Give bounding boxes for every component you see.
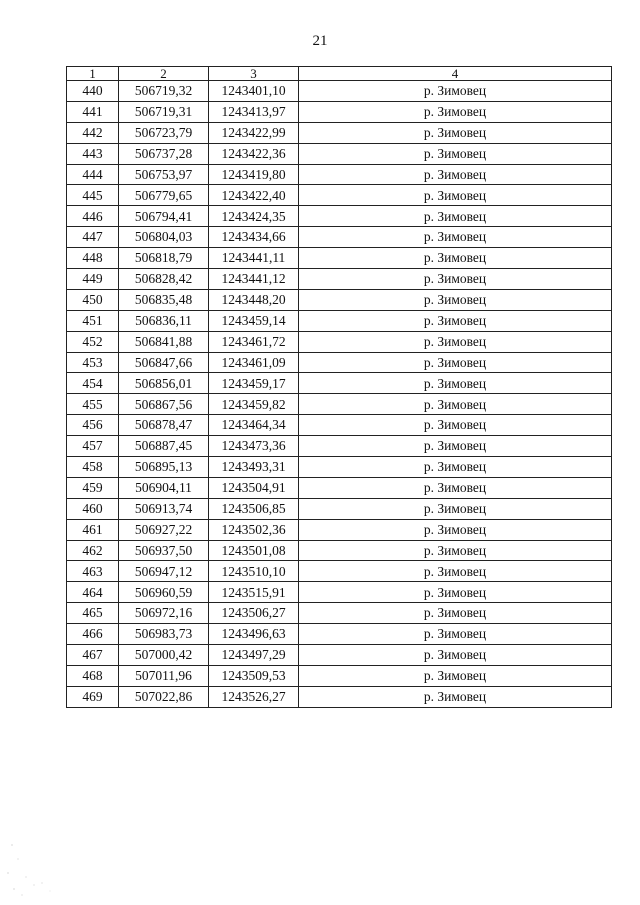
table-cell-col-4: р. Зимовец <box>299 519 612 540</box>
table-cell-col-1: 462 <box>67 540 119 561</box>
table-cell-col-4: р. Зимовец <box>299 665 612 686</box>
table-cell-col-1: 444 <box>67 164 119 185</box>
table-cell-col-1: 441 <box>67 101 119 122</box>
table-cell-col-2: 506737,28 <box>119 143 209 164</box>
table-cell-col-3: 1243448,20 <box>209 289 299 310</box>
table-cell-col-4: р. Зимовец <box>299 561 612 582</box>
table-cell-col-1: 459 <box>67 477 119 498</box>
table-cell-col-2: 506753,97 <box>119 164 209 185</box>
table-cell-col-3: 1243461,72 <box>209 331 299 352</box>
table-cell-col-4: р. Зимовец <box>299 394 612 415</box>
table-cell-col-3: 1243497,29 <box>209 645 299 666</box>
table-cell-col-4: р. Зимовец <box>299 101 612 122</box>
coordinates-table <box>66 66 612 708</box>
table-cell-col-2: 507022,86 <box>119 686 209 707</box>
table-cell-col-4: р. Зимовец <box>299 269 612 290</box>
table-cell-col-2: 506856,01 <box>119 373 209 394</box>
table-cell-col-4: р. Зимовец <box>299 143 612 164</box>
table-row <box>67 269 612 290</box>
table-cell-col-2: 506937,50 <box>119 540 209 561</box>
table-cell-col-1: 457 <box>67 436 119 457</box>
table-row <box>67 289 612 310</box>
table-cell-col-3: 1243413,97 <box>209 101 299 122</box>
table-cell-col-1: 453 <box>67 352 119 373</box>
table-row <box>67 373 612 394</box>
table-cell-col-4: р. Зимовец <box>299 310 612 331</box>
table-cell-col-4: р. Зимовец <box>299 436 612 457</box>
table-cell-col-3: 1243504,91 <box>209 477 299 498</box>
table-cell-col-1: 446 <box>67 206 119 227</box>
table-row <box>67 645 612 666</box>
table-cell-col-1: 458 <box>67 457 119 478</box>
table-row <box>67 665 612 686</box>
table-cell-col-1: 447 <box>67 227 119 248</box>
table-cell-col-3: 1243459,82 <box>209 394 299 415</box>
table-cell-col-4: р. Зимовец <box>299 373 612 394</box>
page-number: 21 <box>312 33 328 49</box>
table-cell-col-3: 1243461,09 <box>209 352 299 373</box>
table-cell-col-4: р. Зимовец <box>299 415 612 436</box>
table-row <box>67 122 612 143</box>
table-cell-col-4: р. Зимовец <box>299 477 612 498</box>
table-row <box>67 436 612 457</box>
table-cell-col-2: 506887,45 <box>119 436 209 457</box>
table-cell-col-4: р. Зимовец <box>299 206 612 227</box>
column-header-4: 4 <box>299 67 612 81</box>
table-cell-col-1: 454 <box>67 373 119 394</box>
table-row <box>67 185 612 206</box>
table-cell-col-2: 506972,16 <box>119 603 209 624</box>
table-row <box>67 101 612 122</box>
table-cell-col-2: 506828,42 <box>119 269 209 290</box>
table-cell-col-1: 468 <box>67 665 119 686</box>
table-cell-col-4: р. Зимовец <box>299 331 612 352</box>
table-cell-col-1: 461 <box>67 519 119 540</box>
table-cell-col-3: 1243496,63 <box>209 624 299 645</box>
table-cell-col-4: р. Зимовец <box>299 540 612 561</box>
table-cell-col-2: 506878,47 <box>119 415 209 436</box>
table-row <box>67 519 612 540</box>
table-cell-col-2: 506719,32 <box>119 81 209 102</box>
table-cell-col-1: 449 <box>67 269 119 290</box>
table-row <box>67 477 612 498</box>
table-cell-col-3: 1243501,08 <box>209 540 299 561</box>
table-cell-col-4: р. Зимовец <box>299 645 612 666</box>
table-cell-col-2: 507000,42 <box>119 645 209 666</box>
table-cell-col-4: р. Зимовец <box>299 624 612 645</box>
table-cell-col-3: 1243510,10 <box>209 561 299 582</box>
table-row <box>67 352 612 373</box>
table-cell-col-2: 506867,56 <box>119 394 209 415</box>
table-row <box>67 624 612 645</box>
table-cell-col-3: 1243419,80 <box>209 164 299 185</box>
table-cell-col-2: 506804,03 <box>119 227 209 248</box>
table-cell-col-1: 452 <box>67 331 119 352</box>
table-cell-col-1: 451 <box>67 310 119 331</box>
table-cell-col-4: р. Зимовец <box>299 352 612 373</box>
table-cell-col-3: 1243459,17 <box>209 373 299 394</box>
table-cell-col-4: р. Зимовец <box>299 164 612 185</box>
table-row <box>67 582 612 603</box>
table-body <box>67 81 612 708</box>
table-row <box>67 457 612 478</box>
table-cell-col-2: 506983,73 <box>119 624 209 645</box>
table-row <box>67 143 612 164</box>
table-cell-col-3: 1243493,31 <box>209 457 299 478</box>
table-row <box>67 248 612 269</box>
table-cell-col-3: 1243473,36 <box>209 436 299 457</box>
table-cell-col-4: р. Зимовец <box>299 498 612 519</box>
table-cell-col-1: 455 <box>67 394 119 415</box>
table-cell-col-2: 506836,11 <box>119 310 209 331</box>
table-cell-col-1: 469 <box>67 686 119 707</box>
table-cell-col-1: 464 <box>67 582 119 603</box>
column-header-1: 1 <box>67 67 119 81</box>
table-cell-col-3: 1243464,34 <box>209 415 299 436</box>
table-cell-col-2: 506794,41 <box>119 206 209 227</box>
table-cell-col-1: 450 <box>67 289 119 310</box>
table-cell-col-1: 466 <box>67 624 119 645</box>
table-cell-col-2: 506719,31 <box>119 101 209 122</box>
column-header-3: 3 <box>209 67 299 81</box>
table-cell-col-4: р. Зимовец <box>299 81 612 102</box>
table-cell-col-2: 506960,59 <box>119 582 209 603</box>
table-cell-col-3: 1243509,53 <box>209 665 299 686</box>
table-cell-col-2: 506904,11 <box>119 477 209 498</box>
column-header-2: 2 <box>119 67 209 81</box>
table-cell-col-2: 506779,65 <box>119 185 209 206</box>
table-cell-col-2: 506835,48 <box>119 289 209 310</box>
table-header-row <box>67 67 612 81</box>
table-row <box>67 331 612 352</box>
table-cell-col-3: 1243422,36 <box>209 143 299 164</box>
table-cell-col-4: р. Зимовец <box>299 289 612 310</box>
table-cell-col-1: 467 <box>67 645 119 666</box>
table-cell-col-1: 460 <box>67 498 119 519</box>
table-cell-col-2: 507011,96 <box>119 665 209 686</box>
table-cell-col-3: 1243506,27 <box>209 603 299 624</box>
table-cell-col-2: 506723,79 <box>119 122 209 143</box>
table-cell-col-2: 506841,88 <box>119 331 209 352</box>
table-row <box>67 498 612 519</box>
table-cell-col-2: 506847,66 <box>119 352 209 373</box>
table-cell-col-1: 443 <box>67 143 119 164</box>
table-cell-col-2: 506913,74 <box>119 498 209 519</box>
table-row <box>67 394 612 415</box>
table-cell-col-4: р. Зимовец <box>299 457 612 478</box>
table-cell-col-3: 1243526,27 <box>209 686 299 707</box>
table-row <box>67 415 612 436</box>
table-cell-col-3: 1243502,36 <box>209 519 299 540</box>
table-cell-col-2: 506818,79 <box>119 248 209 269</box>
table-cell-col-2: 506927,22 <box>119 519 209 540</box>
table-cell-col-4: р. Зимовец <box>299 686 612 707</box>
table-cell-col-4: р. Зимовец <box>299 248 612 269</box>
table-cell-col-4: р. Зимовец <box>299 122 612 143</box>
table-cell-col-1: 456 <box>67 415 119 436</box>
table-cell-col-1: 442 <box>67 122 119 143</box>
table-cell-col-3: 1243424,35 <box>209 206 299 227</box>
table-cell-col-3: 1243459,14 <box>209 310 299 331</box>
table-cell-col-3: 1243515,91 <box>209 582 299 603</box>
table-cell-col-3: 1243422,99 <box>209 122 299 143</box>
table-row <box>67 227 612 248</box>
table-cell-col-1: 448 <box>67 248 119 269</box>
table-row <box>67 686 612 707</box>
table-cell-col-3: 1243422,40 <box>209 185 299 206</box>
table-cell-col-3: 1243441,12 <box>209 269 299 290</box>
table-cell-col-3: 1243441,11 <box>209 248 299 269</box>
table-row <box>67 561 612 582</box>
table-row <box>67 310 612 331</box>
table-cell-col-4: р. Зимовец <box>299 227 612 248</box>
table-cell-col-3: 1243401,10 <box>209 81 299 102</box>
table-cell-col-4: р. Зимовец <box>299 582 612 603</box>
table-row <box>67 206 612 227</box>
table-cell-col-4: р. Зимовец <box>299 185 612 206</box>
table-cell-col-1: 445 <box>67 185 119 206</box>
table-cell-col-3: 1243434,66 <box>209 227 299 248</box>
table-row <box>67 164 612 185</box>
scan-noise <box>0 825 90 905</box>
table-cell-col-3: 1243506,85 <box>209 498 299 519</box>
table-row <box>67 81 612 102</box>
table-cell-col-4: р. Зимовец <box>299 603 612 624</box>
table-cell-col-1: 465 <box>67 603 119 624</box>
table-cell-col-1: 463 <box>67 561 119 582</box>
table-row <box>67 540 612 561</box>
table-cell-col-2: 506947,12 <box>119 561 209 582</box>
table-cell-col-2: 506895,13 <box>119 457 209 478</box>
table-cell-col-1: 440 <box>67 81 119 102</box>
table-row <box>67 603 612 624</box>
